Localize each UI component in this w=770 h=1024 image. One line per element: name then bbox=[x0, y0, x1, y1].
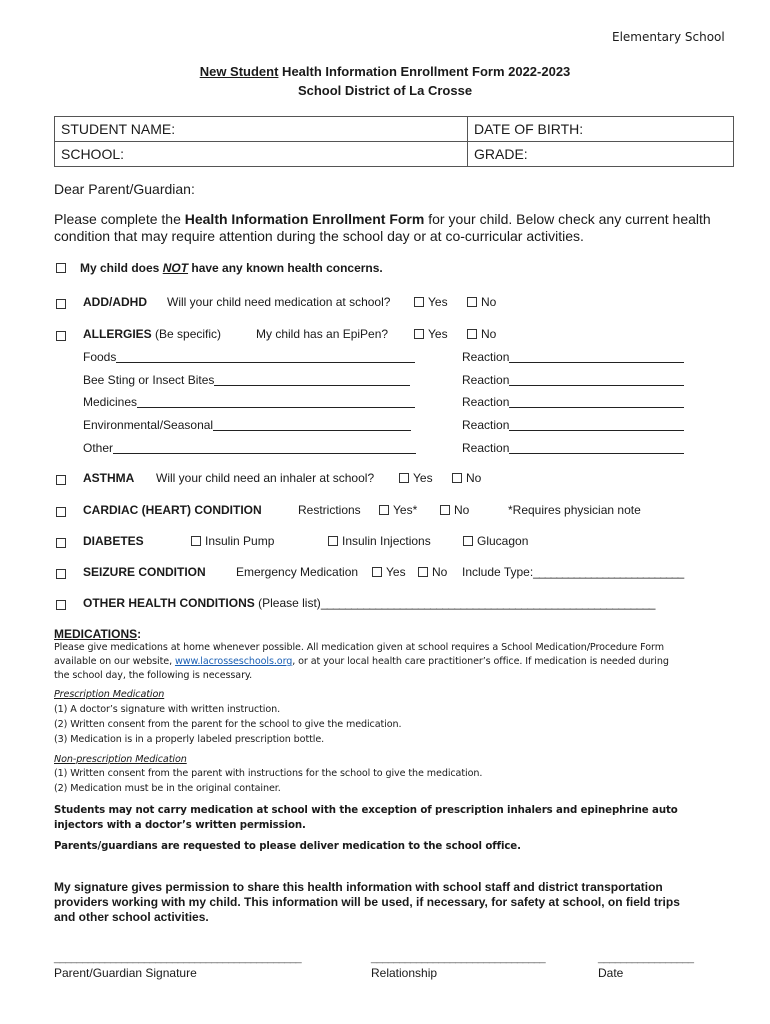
school-level-label: Elementary School bbox=[612, 30, 725, 44]
allergy-environmental-line[interactable] bbox=[213, 418, 411, 431]
insulin-pump-checkbox[interactable] bbox=[191, 536, 201, 546]
epipen-yes-checkbox[interactable] bbox=[414, 329, 424, 339]
cardiac-yes-option[interactable] bbox=[379, 503, 417, 517]
other-line: _______________________________________________________ bbox=[320, 596, 655, 610]
relationship-label: Relationship bbox=[371, 966, 438, 980]
add-question: Will your child need medication at school? bbox=[167, 295, 391, 309]
cardiac-no-option[interactable] bbox=[440, 503, 469, 517]
other-checkbox[interactable] bbox=[56, 600, 66, 610]
student-info-table bbox=[54, 116, 734, 167]
epipen-no-option[interactable] bbox=[467, 327, 496, 341]
epipen-yes-option[interactable] bbox=[414, 327, 448, 341]
add-checkbox[interactable] bbox=[56, 299, 66, 309]
nonrx-heading: Non-prescription Medication bbox=[54, 754, 187, 765]
seizure-no-option[interactable] bbox=[418, 565, 447, 579]
intro-text-bold: Health Information Enrollment Form bbox=[184, 211, 425, 227]
no-concerns-text-c: have any known health concerns. bbox=[188, 261, 383, 275]
consent-line-2: providers working with my child. This information will be used, if necessary, for safety at school, on field trips bbox=[54, 895, 680, 909]
title-prefix: New Student bbox=[199, 64, 279, 79]
intro-text-c: for your child. Below check any current health bbox=[424, 211, 711, 227]
cardiac-no-label: No bbox=[454, 503, 470, 517]
reaction-line[interactable] bbox=[509, 373, 684, 386]
reaction-line[interactable] bbox=[509, 350, 684, 363]
allergy-medicines-row[interactable] bbox=[83, 395, 415, 409]
intro-text-a: Please complete the bbox=[54, 211, 185, 227]
other-note: (Please list) bbox=[254, 596, 321, 610]
reaction-medicines-row[interactable] bbox=[462, 395, 684, 409]
asthma-no-option[interactable] bbox=[452, 471, 481, 485]
allergies-checkbox[interactable] bbox=[56, 331, 66, 341]
glucagon-checkbox[interactable] bbox=[463, 536, 473, 546]
carry-warning-1: Students may not carry medication at school with the exception of prescription inhalers and epinephrine auto bbox=[54, 805, 678, 816]
no-concerns-checkbox[interactable] bbox=[56, 263, 66, 273]
date-label: Date bbox=[598, 966, 624, 980]
seizure-no-checkbox[interactable] bbox=[418, 567, 428, 577]
seizure-yes-option[interactable] bbox=[372, 565, 406, 579]
diabetes-checkbox[interactable] bbox=[56, 538, 66, 548]
no-concerns-text-a: My child does bbox=[80, 261, 163, 275]
other-label: OTHER HEALTH CONDITIONS bbox=[83, 596, 255, 610]
reaction-environmental-row[interactable] bbox=[462, 418, 684, 432]
reaction-line[interactable] bbox=[509, 418, 684, 431]
insulin-pump-option[interactable] bbox=[191, 534, 274, 548]
allergy-type-label: Environmental/Seasonal bbox=[83, 418, 214, 432]
include-type-field[interactable] bbox=[462, 565, 683, 579]
allergies-label bbox=[83, 327, 221, 341]
insulin-injections-label: Insulin Injections bbox=[342, 534, 431, 548]
cardiac-checkbox[interactable] bbox=[56, 507, 66, 517]
insulin-pump-label: Insulin Pump bbox=[205, 534, 275, 548]
allergy-type-label: Foods bbox=[83, 350, 117, 364]
asthma-label: ASTHMA bbox=[83, 471, 135, 485]
cardiac-note: *Requires physician note bbox=[508, 503, 641, 517]
medications-para-2b: , or at your local health care practitioner’s office. If medication is needed during bbox=[292, 656, 669, 667]
grade-field[interactable] bbox=[468, 142, 734, 167]
reaction-line[interactable] bbox=[509, 441, 684, 454]
dob-label: DATE OF BIRTH: bbox=[474, 121, 584, 137]
asthma-yes-option[interactable] bbox=[399, 471, 433, 485]
seizure-label: SEIZURE CONDITION bbox=[83, 565, 206, 579]
reaction-other-row[interactable] bbox=[462, 441, 684, 455]
reaction-line[interactable] bbox=[509, 395, 684, 408]
allergy-insect-row[interactable] bbox=[83, 373, 410, 387]
diabetes-label: DIABETES bbox=[83, 534, 144, 548]
signature-line[interactable]: ____________________________________________ bbox=[54, 952, 302, 964]
date-line[interactable]: _________________ bbox=[598, 952, 694, 964]
seizure-yes-label: Yes bbox=[386, 565, 406, 579]
intro-line-1 bbox=[54, 211, 711, 227]
intro-line-2: condition that may require attention during the school day or at co-curricular activities. bbox=[54, 228, 584, 244]
no-concerns-not: NOT bbox=[162, 261, 189, 275]
allergy-foods-line[interactable] bbox=[116, 350, 415, 363]
insulin-injections-option[interactable] bbox=[328, 534, 431, 548]
reaction-foods-row[interactable] bbox=[462, 350, 684, 364]
add-yes-option[interactable] bbox=[414, 295, 448, 309]
greeting: Dear Parent/Guardian: bbox=[54, 181, 195, 197]
asthma-question: Will your child need an inhaler at school? bbox=[156, 471, 375, 485]
medications-heading bbox=[54, 627, 141, 641]
cardiac-no-checkbox[interactable] bbox=[440, 505, 450, 515]
reaction-label: Reaction bbox=[462, 395, 510, 409]
medications-para-2 bbox=[54, 656, 669, 667]
glucagon-label: Glucagon bbox=[477, 534, 529, 548]
form-title bbox=[0, 64, 770, 79]
school-label: SCHOOL: bbox=[61, 146, 125, 162]
rx-item: (2) Written consent from the parent for the school to give the medication. bbox=[54, 719, 402, 730]
medications-para-1: Please give medications at home whenever possible. All medication given at school requires a School Medication/Procedure Form bbox=[54, 642, 664, 653]
epipen-no-label: No bbox=[481, 327, 497, 341]
student-name-label: STUDENT NAME: bbox=[61, 121, 176, 137]
rx-item: (1) A doctor’s signature with written instruction. bbox=[54, 704, 281, 715]
add-no-checkbox[interactable] bbox=[467, 297, 477, 307]
carry-warning-2: injectors with a doctor’s written permission. bbox=[54, 820, 306, 831]
allergy-insect-line[interactable] bbox=[214, 373, 410, 386]
title-rest: Health Information Enrollment Form 2022-2023 bbox=[278, 64, 571, 79]
allergy-other-row[interactable] bbox=[83, 441, 416, 455]
insulin-injections-checkbox[interactable] bbox=[328, 536, 338, 546]
medications-para-3: the school day, the following is necessary. bbox=[54, 670, 253, 681]
asthma-checkbox[interactable] bbox=[56, 475, 66, 485]
consent-line-1: My signature gives permission to share this health information with school staff and district transportation bbox=[54, 880, 663, 894]
allergy-type-label: Bee Sting or Insect Bites bbox=[83, 373, 215, 387]
grade-label: GRADE: bbox=[474, 146, 528, 162]
emergency-medication-label: Emergency Medication bbox=[236, 565, 359, 579]
allergy-foods-row[interactable] bbox=[83, 350, 415, 364]
nonrx-item: (1) Written consent from the parent with instructions for the school to give the medication. bbox=[54, 768, 483, 779]
nonrx-item: (2) Medication must be in the original container. bbox=[54, 783, 281, 794]
asthma-no-label: No bbox=[466, 471, 482, 485]
medications-heading-text: MEDICATIONS bbox=[54, 627, 138, 641]
seizure-no-label: No bbox=[432, 565, 448, 579]
seizure-yes-checkbox[interactable] bbox=[372, 567, 382, 577]
signature-label: Parent/Guardian Signature bbox=[54, 966, 197, 980]
reaction-label: Reaction bbox=[462, 373, 510, 387]
allergy-environmental-row[interactable] bbox=[83, 418, 411, 432]
allergy-type-label: Other bbox=[83, 441, 114, 455]
epipen-no-checkbox[interactable] bbox=[467, 329, 477, 339]
consent-line-3: and other school activities. bbox=[54, 910, 209, 924]
rx-item: (3) Medication is in a properly labeled prescription bottle. bbox=[54, 734, 325, 745]
add-no-label: No bbox=[481, 295, 497, 309]
add-no-option[interactable] bbox=[467, 295, 496, 309]
no-concerns-row bbox=[56, 261, 383, 275]
glucagon-option[interactable] bbox=[463, 534, 528, 548]
allergies-label-bold: ALLERGIES bbox=[83, 327, 152, 341]
rx-heading: Prescription Medication bbox=[54, 689, 165, 700]
reaction-label: Reaction bbox=[462, 441, 510, 455]
cardiac-yes-label: Yes* bbox=[393, 503, 418, 517]
allergy-medicines-line[interactable] bbox=[137, 395, 415, 408]
cardiac-label: CARDIAC (HEART) CONDITION bbox=[83, 503, 262, 517]
epipen-question: My child has an EpiPen? bbox=[256, 327, 389, 341]
add-yes-label: Yes bbox=[428, 295, 448, 309]
medications-colon: : bbox=[137, 627, 142, 641]
student-name-field[interactable] bbox=[55, 117, 468, 142]
seizure-checkbox[interactable] bbox=[56, 569, 66, 579]
reaction-label: Reaction bbox=[462, 418, 510, 432]
asthma-no-checkbox[interactable] bbox=[452, 473, 462, 483]
cardiac-restrictions-label: Restrictions bbox=[298, 503, 361, 517]
add-label: ADD/ADHD bbox=[83, 295, 147, 309]
cardiac-yes-checkbox[interactable] bbox=[379, 505, 389, 515]
school-field[interactable] bbox=[55, 142, 468, 167]
asthma-yes-label: Yes bbox=[413, 471, 433, 485]
relationship-line[interactable]: _______________________________ bbox=[371, 952, 546, 964]
include-type-line: __________________________ bbox=[533, 565, 684, 579]
deliver-notice: Parents/guardians are requested to please deliver medication to the school office. bbox=[54, 841, 521, 852]
epipen-yes-label: Yes bbox=[428, 327, 448, 341]
include-type-label: Include Type: bbox=[462, 565, 534, 579]
reaction-insect-row[interactable] bbox=[462, 373, 684, 387]
asthma-yes-checkbox[interactable] bbox=[399, 473, 409, 483]
website-link[interactable]: www.lacrosseschools.org bbox=[174, 656, 293, 667]
medications-para-2a: available on our website, bbox=[54, 656, 175, 667]
reaction-label: Reaction bbox=[462, 350, 510, 364]
allergy-type-label: Medicines bbox=[83, 395, 138, 409]
dob-field[interactable] bbox=[468, 117, 734, 142]
allergy-other-line[interactable] bbox=[113, 441, 416, 454]
other-conditions-field[interactable] bbox=[83, 596, 655, 610]
district-name: School District of La Crosse bbox=[297, 83, 473, 98]
allergies-label-note: (Be specific) bbox=[151, 327, 222, 341]
add-yes-checkbox[interactable] bbox=[414, 297, 424, 307]
